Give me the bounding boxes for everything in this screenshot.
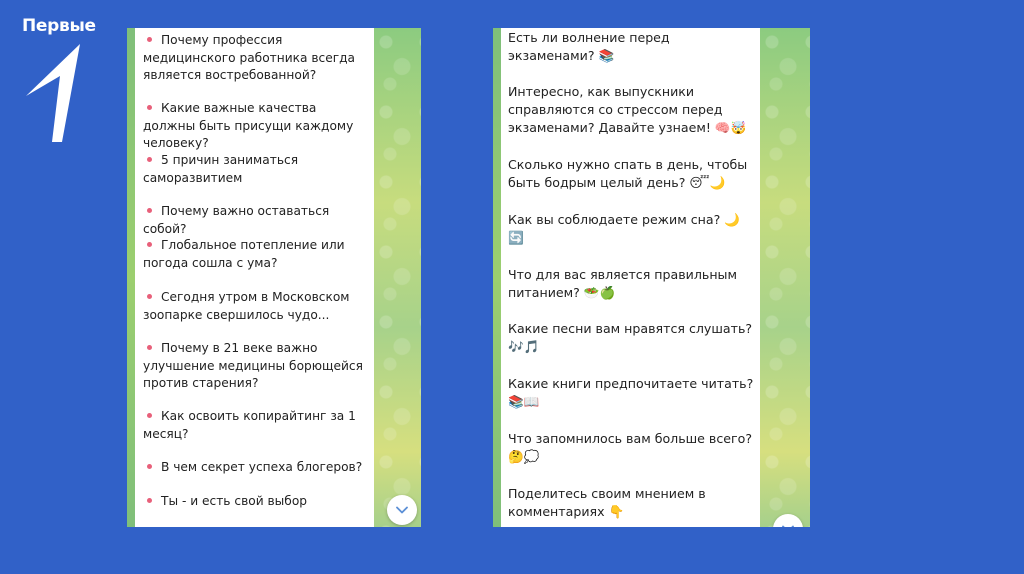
message-item: Глобальное потепление или погода сошла с ума? [143, 238, 345, 270]
chat-screenshot-left [127, 28, 421, 527]
bullet-icon [147, 294, 152, 299]
message-item: Сегодня утром в Московском зоопарке свершилось чудо... [143, 290, 350, 322]
message-item: Как освоить копирайтинг за 1 месяц? [143, 409, 356, 441]
scroll-down-button[interactable] [387, 495, 417, 525]
message-item: Какие песни вам нравятся слушать? 🎶🎵 [508, 321, 753, 354]
arrow-logo-icon [22, 42, 82, 142]
message-item: В чем секрет успеха блогеров? [143, 459, 368, 477]
message-item: Как вы соблюдаете режим сна? 🌙🔄 [508, 212, 740, 245]
chat-wallpaper [760, 28, 810, 527]
message-list[interactable] [501, 28, 760, 527]
message-item: 5 причин заниматься саморазвитием [143, 153, 299, 185]
bullet-icon [147, 37, 152, 42]
bullet-icon [147, 242, 152, 247]
chevron-down-icon [395, 503, 409, 517]
message-list[interactable] [135, 28, 374, 527]
message-item: Какие важные качества должны быть присущи каждому человеку? [143, 101, 354, 150]
message-item: Почему профессия медицинского работника всегда является востребованной? [143, 33, 356, 82]
bullet-icon [147, 157, 152, 162]
message-item: Почему важно оставаться собой? [143, 204, 330, 236]
message-item: Какие книги предпочитаете читать? 📚📖 [508, 376, 754, 409]
message-item: Почему в 21 веке важно улучшение медицины борющейся против старения? [143, 341, 363, 390]
message-item: Сколько нужно спать в день, чтобы быть бодрым целый день? 😴🌙 [508, 157, 748, 190]
chat-screenshot-right [493, 28, 810, 527]
brand-name: Первые [22, 16, 96, 36]
message-item: Интересно, как выпускники справляются со стрессом перед экзаменами? Давайте узнаем! 🧠🤯 [508, 84, 747, 135]
message-item: Есть ли волнение перед экзаменами? 📚 [508, 30, 670, 63]
brand-logo [22, 16, 102, 156]
message-item: Что запомнилось вам больше всего? 🤔💭 [508, 431, 753, 464]
bullet-icon [147, 208, 152, 213]
message-item: Поделитесь своим мнением в комментариях 👇 [508, 486, 706, 519]
chat-wallpaper [374, 28, 421, 527]
message-item: Ты - и есть свой выбор [143, 493, 368, 511]
bullet-icon [147, 464, 152, 469]
bullet-icon [147, 105, 152, 110]
bullet-icon [147, 498, 152, 503]
message-item: Что для вас является правильным питанием? 🥗🍏 [508, 267, 737, 300]
bullet-icon [147, 413, 152, 418]
bullet-icon [147, 345, 152, 350]
chevron-down-icon [781, 522, 795, 527]
